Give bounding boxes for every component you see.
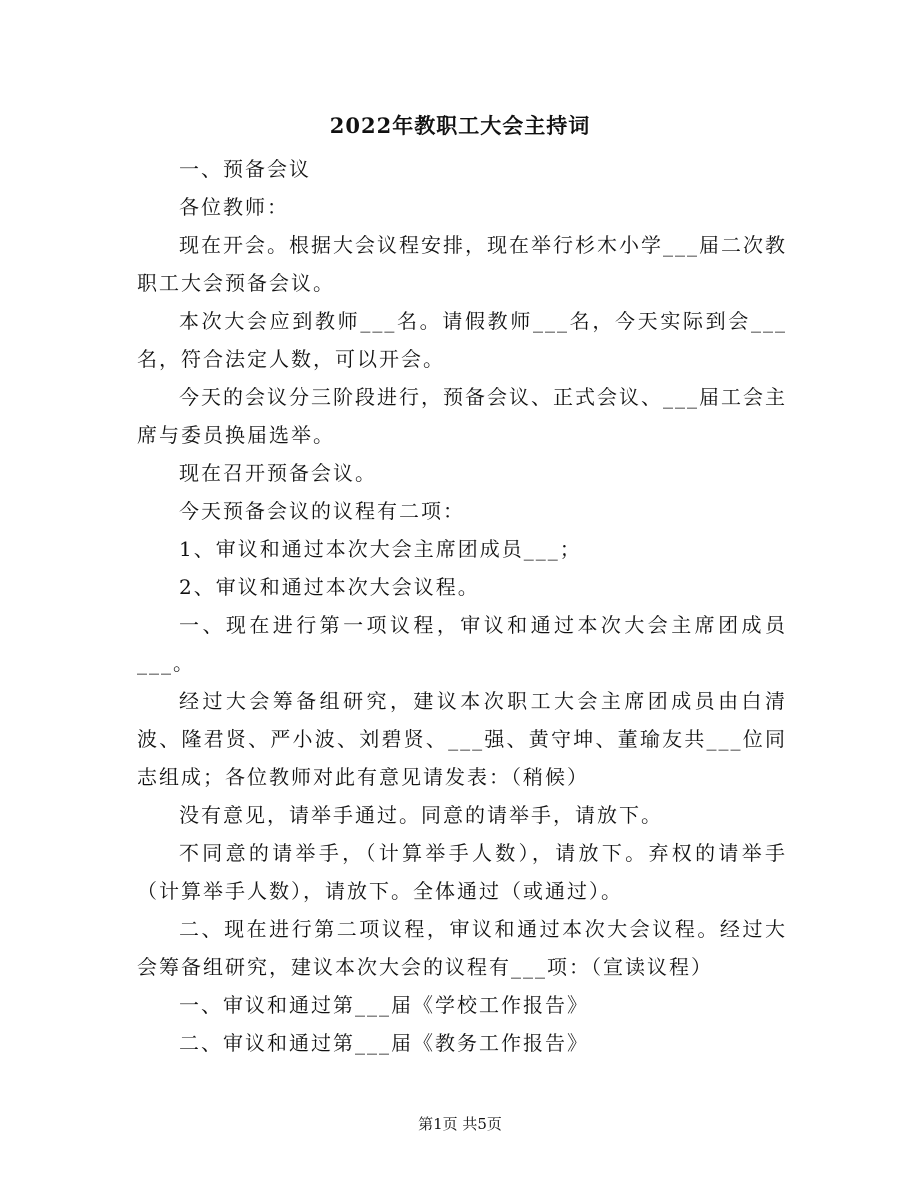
paragraph: 现在开会。根据大会议程安排，现在举行杉木小学___届二次教职工大会预备会议。 bbox=[137, 233, 787, 295]
paragraph: 一、审议和通过第___届《学校工作报告》 bbox=[179, 993, 589, 1017]
paragraph: 二、现在进行第二项议程，审议和通过本次大会议程。经过大会筹备组研究，建议本次大会的议程有___项：（宣读议程） bbox=[137, 917, 787, 979]
document-title: 2022年教职工大会主持词 bbox=[329, 113, 591, 138]
paragraph: 一、预备会议 bbox=[179, 157, 311, 181]
paragraph: 本次大会应到教师___名。请假教师___名，今天实际到会___名，符合法定人数，可以开会。 bbox=[137, 309, 787, 371]
page-number-footer: 第1页 共5页 bbox=[418, 1115, 502, 1133]
paragraph: 不同意的请举手，（计算举手人数），请放下。弃权的请举手（计算举手人数），请放下。全体通过（或通过）。 bbox=[137, 841, 787, 903]
paragraph: 经过大会筹备组研究，建议本次职工大会主席团成员由白清波、隆君贤、严小波、刘碧贤、___强、黄守坤、董瑜友共___位同志组成；各位教师对此有意见请发表：（稍候） bbox=[137, 689, 787, 789]
document-body bbox=[137, 150, 787, 1062]
paragraph: 一、现在进行第一项议程，审议和通过本次大会主席团成员___。 bbox=[137, 613, 787, 675]
paragraph: 各位教师： bbox=[179, 195, 289, 219]
paragraph: 2、审议和通过本次大会议程。 bbox=[179, 575, 480, 599]
paragraph: 今天的会议分三阶段进行，预备会议、正式会议、___届工会主席与委员换届选举。 bbox=[137, 385, 787, 447]
paragraph: 现在召开预备会议。 bbox=[179, 461, 377, 485]
paragraph: 1、审议和通过本次大会主席团成员___； bbox=[179, 537, 582, 561]
paragraph: 没有意见，请举手通过。同意的请举手，请放下。 bbox=[179, 803, 663, 827]
paragraph: 今天预备会议的议程有二项： bbox=[179, 499, 465, 523]
paragraph: 二、审议和通过第___届《教务工作报告》 bbox=[179, 1031, 589, 1055]
